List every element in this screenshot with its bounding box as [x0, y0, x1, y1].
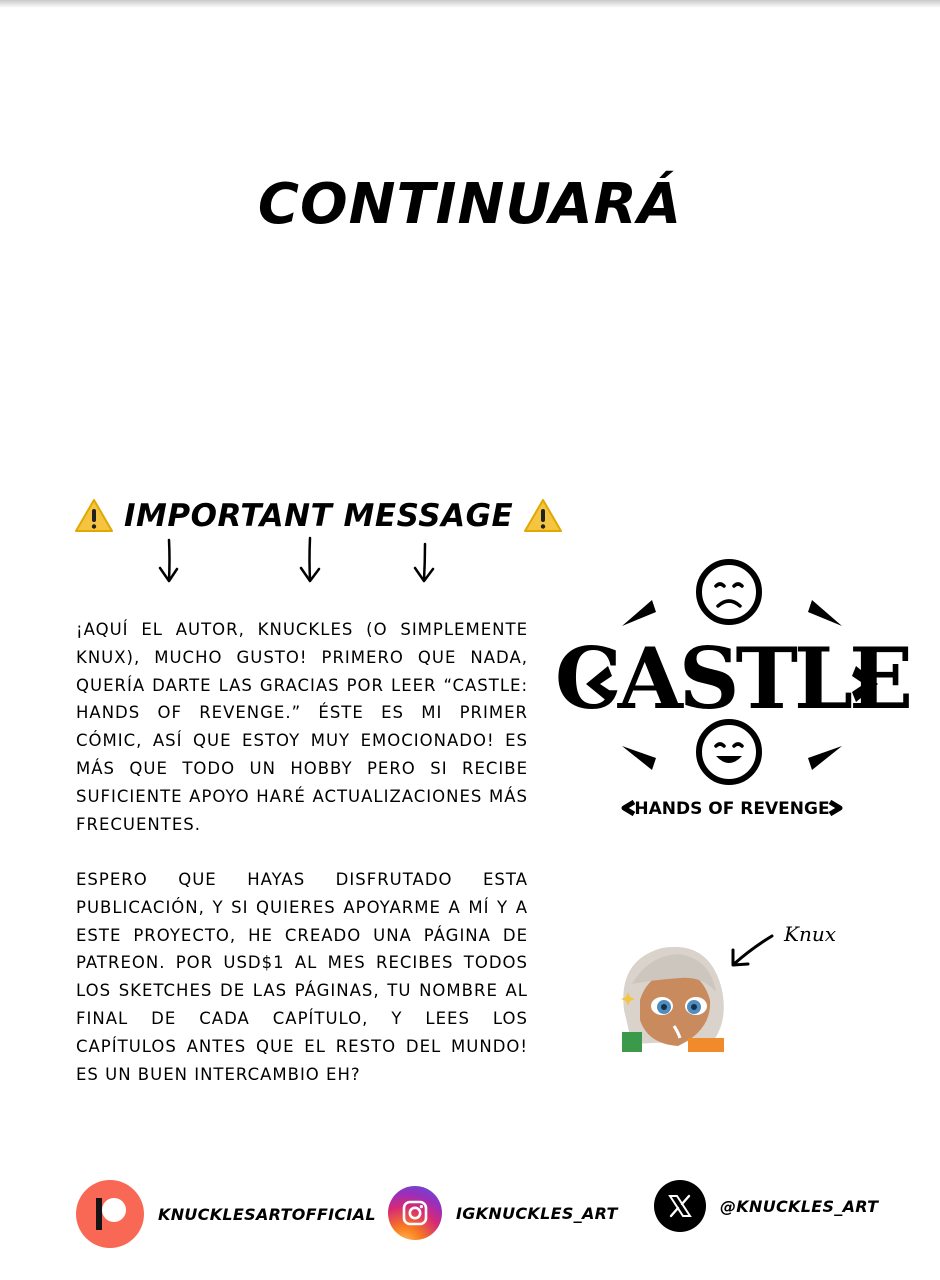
down-arrow-icon — [158, 538, 180, 584]
patreon-handle: KNUCKLESARTOFFICIAL — [158, 1204, 376, 1224]
author-avatar — [618, 940, 730, 1052]
page-title: CONTINUARÁ — [257, 172, 683, 237]
patreon-icon — [76, 1180, 144, 1248]
castle-logo — [554, 556, 910, 822]
x-icon — [654, 1180, 706, 1232]
author-arrow-icon — [728, 930, 778, 970]
instagram-link[interactable] — [388, 1186, 618, 1240]
logo-title: CASTLE — [554, 629, 910, 728]
logo-subtitle: HANDS OF REVENGE — [634, 799, 830, 819]
sad-face-icon — [699, 562, 759, 622]
important-message-heading — [74, 494, 563, 538]
down-arrow-icon — [412, 542, 436, 584]
important-message-title: IMPORTANT MESSAGE — [124, 498, 514, 534]
instagram-icon — [388, 1186, 442, 1240]
down-arrow-icon — [299, 536, 321, 584]
instagram-handle: IGKNUCKLES_ART — [456, 1203, 618, 1223]
x-handle: @KNUCKLES_ART — [720, 1196, 879, 1216]
top-edge-shadow — [0, 0, 940, 8]
author-label: Knux — [784, 922, 836, 946]
patreon-link[interactable] — [76, 1180, 376, 1248]
message-paragraph: ¡AQUÍ EL AUTOR, KNUCKLES (O SIMPLEMENTE KNUX), MUCHO GUSTO! PRIMERO QUE NADA, QUERÍA DARTE LAS GRACIAS POR LEER “CASTLE: HANDS OF REVENGE.” ÉSTE ES MI PRIMER CÓMIC, ASÍ QUE ESTOY MUY EMOCIONADO! ES MÁS QUE TODO UN HOBBY PERO SI RECIBE SUFICIENTE APOYO HARÉ ACTUALIZACIONES MÁS FRECUENTES. — [76, 620, 528, 834]
warning-icon — [523, 498, 563, 534]
message-paragraph: ESPERO QUE HAYAS DISFRUTADO ESTA PUBLICACIÓN, Y SI QUIERES APOYARME A MÍ Y A ESTE PROYECTO, HE CREADO UNA PÁGINA DE PATREON. POR USD$1 AL MES RECIBES TODOS LOS SKETCHES DE LAS PÁGINAS, TU NOMBRE AL FINAL DE CADA CAPÍTULO, Y LEES LOS CAPÍTULOS ANTES QUE EL RESTO DEL MUNDO! ES UN BUEN INTERCAMBIO EH? — [76, 870, 528, 1084]
warning-icon — [74, 498, 114, 534]
happy-face-icon — [699, 722, 759, 782]
x-link[interactable] — [654, 1180, 878, 1232]
